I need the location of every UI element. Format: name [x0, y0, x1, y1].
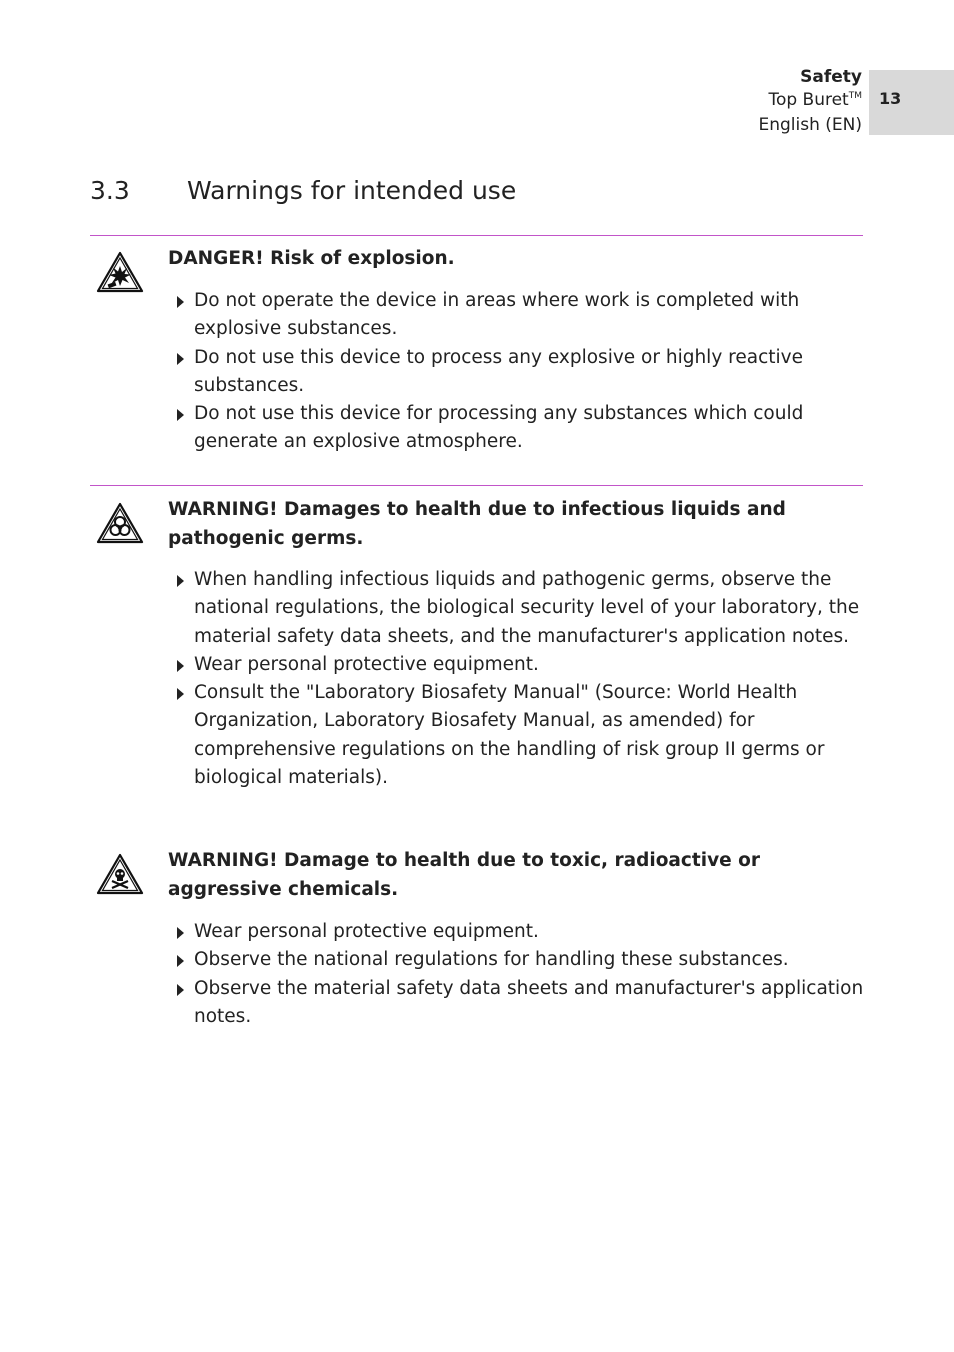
header-product-name: [758, 89, 862, 115]
list-item-text: When handling infectious liquids and pathogenic germs, observe the national regulations, the biological security level of your laboratory, the material safety data sheets, and the manufacturer's application notes.: [194, 569, 860, 647]
warning-instructions-list: [170, 287, 870, 457]
triangle-bullet-icon: [177, 984, 184, 996]
triangle-bullet-icon: [177, 575, 184, 587]
list-item: [170, 679, 870, 792]
list-item-text: Observe the material safety data sheets and manufacturer's application notes.: [194, 977, 864, 1027]
list-item: [170, 566, 870, 651]
divider-rule: [90, 485, 863, 486]
explosion-hazard-icon: [96, 251, 144, 293]
triangle-bullet-icon: [177, 927, 184, 939]
warning-instructions-list: [170, 566, 870, 792]
warning-instructions-list: [170, 918, 870, 1031]
list-item: [170, 651, 870, 679]
triangle-bullet-icon: [177, 688, 184, 700]
list-item-text: Do not operate the device in areas where work is completed with explosive substances.: [194, 290, 800, 340]
list-item: [170, 918, 870, 946]
warning-title: DANGER! Risk of explosion.: [168, 248, 455, 269]
running-header: [758, 66, 862, 137]
section-title: Warnings for intended use: [187, 176, 517, 205]
triangle-bullet-icon: [177, 409, 184, 421]
warning-title: WARNING! Damages to health due to infectious liquids and pathogenic germs.: [168, 499, 786, 549]
list-item: [170, 975, 870, 1032]
list-item: [170, 344, 870, 401]
triangle-bullet-icon: [177, 955, 184, 967]
trademark-symbol: TM: [848, 90, 862, 101]
section-heading: [90, 176, 516, 205]
page-number: 13: [879, 89, 902, 108]
product-name: Top Buret: [768, 89, 849, 110]
list-item: [170, 287, 870, 344]
list-item-text: Observe the national regulations for handling these substances.: [194, 949, 789, 971]
triangle-bullet-icon: [177, 296, 184, 308]
list-item: [170, 946, 870, 974]
list-item-text: Do not use this device to process any explosive or highly reactive substances.: [194, 346, 803, 396]
toxic-hazard-icon: [96, 853, 144, 895]
warning-title: WARNING! Damage to health due to toxic, radioactive or aggressive chemicals.: [168, 850, 760, 900]
biohazard-icon: [96, 502, 144, 544]
list-item-text: Do not use this device for processing any substances which could generate an explosive atmosphere.: [194, 403, 804, 453]
list-item: [170, 400, 870, 457]
list-item-text: Wear personal protective equipment.: [194, 653, 539, 675]
triangle-bullet-icon: [177, 353, 184, 365]
section-number: 3.3: [90, 176, 130, 205]
page-number-tab: [869, 70, 954, 135]
triangle-bullet-icon: [177, 660, 184, 672]
list-item-text: Wear personal protective equipment.: [194, 921, 539, 942]
header-section-title: Safety: [800, 67, 862, 87]
divider-rule: [90, 235, 863, 236]
header-language: English (EN): [758, 115, 862, 135]
list-item-text: Consult the "Laboratory Biosafety Manual" (Source: World Health Organization, Laboratory Biosafety Manual, as amended) for comprehensive regulations on the handling of risk group II germs or biological materials).: [194, 682, 825, 789]
